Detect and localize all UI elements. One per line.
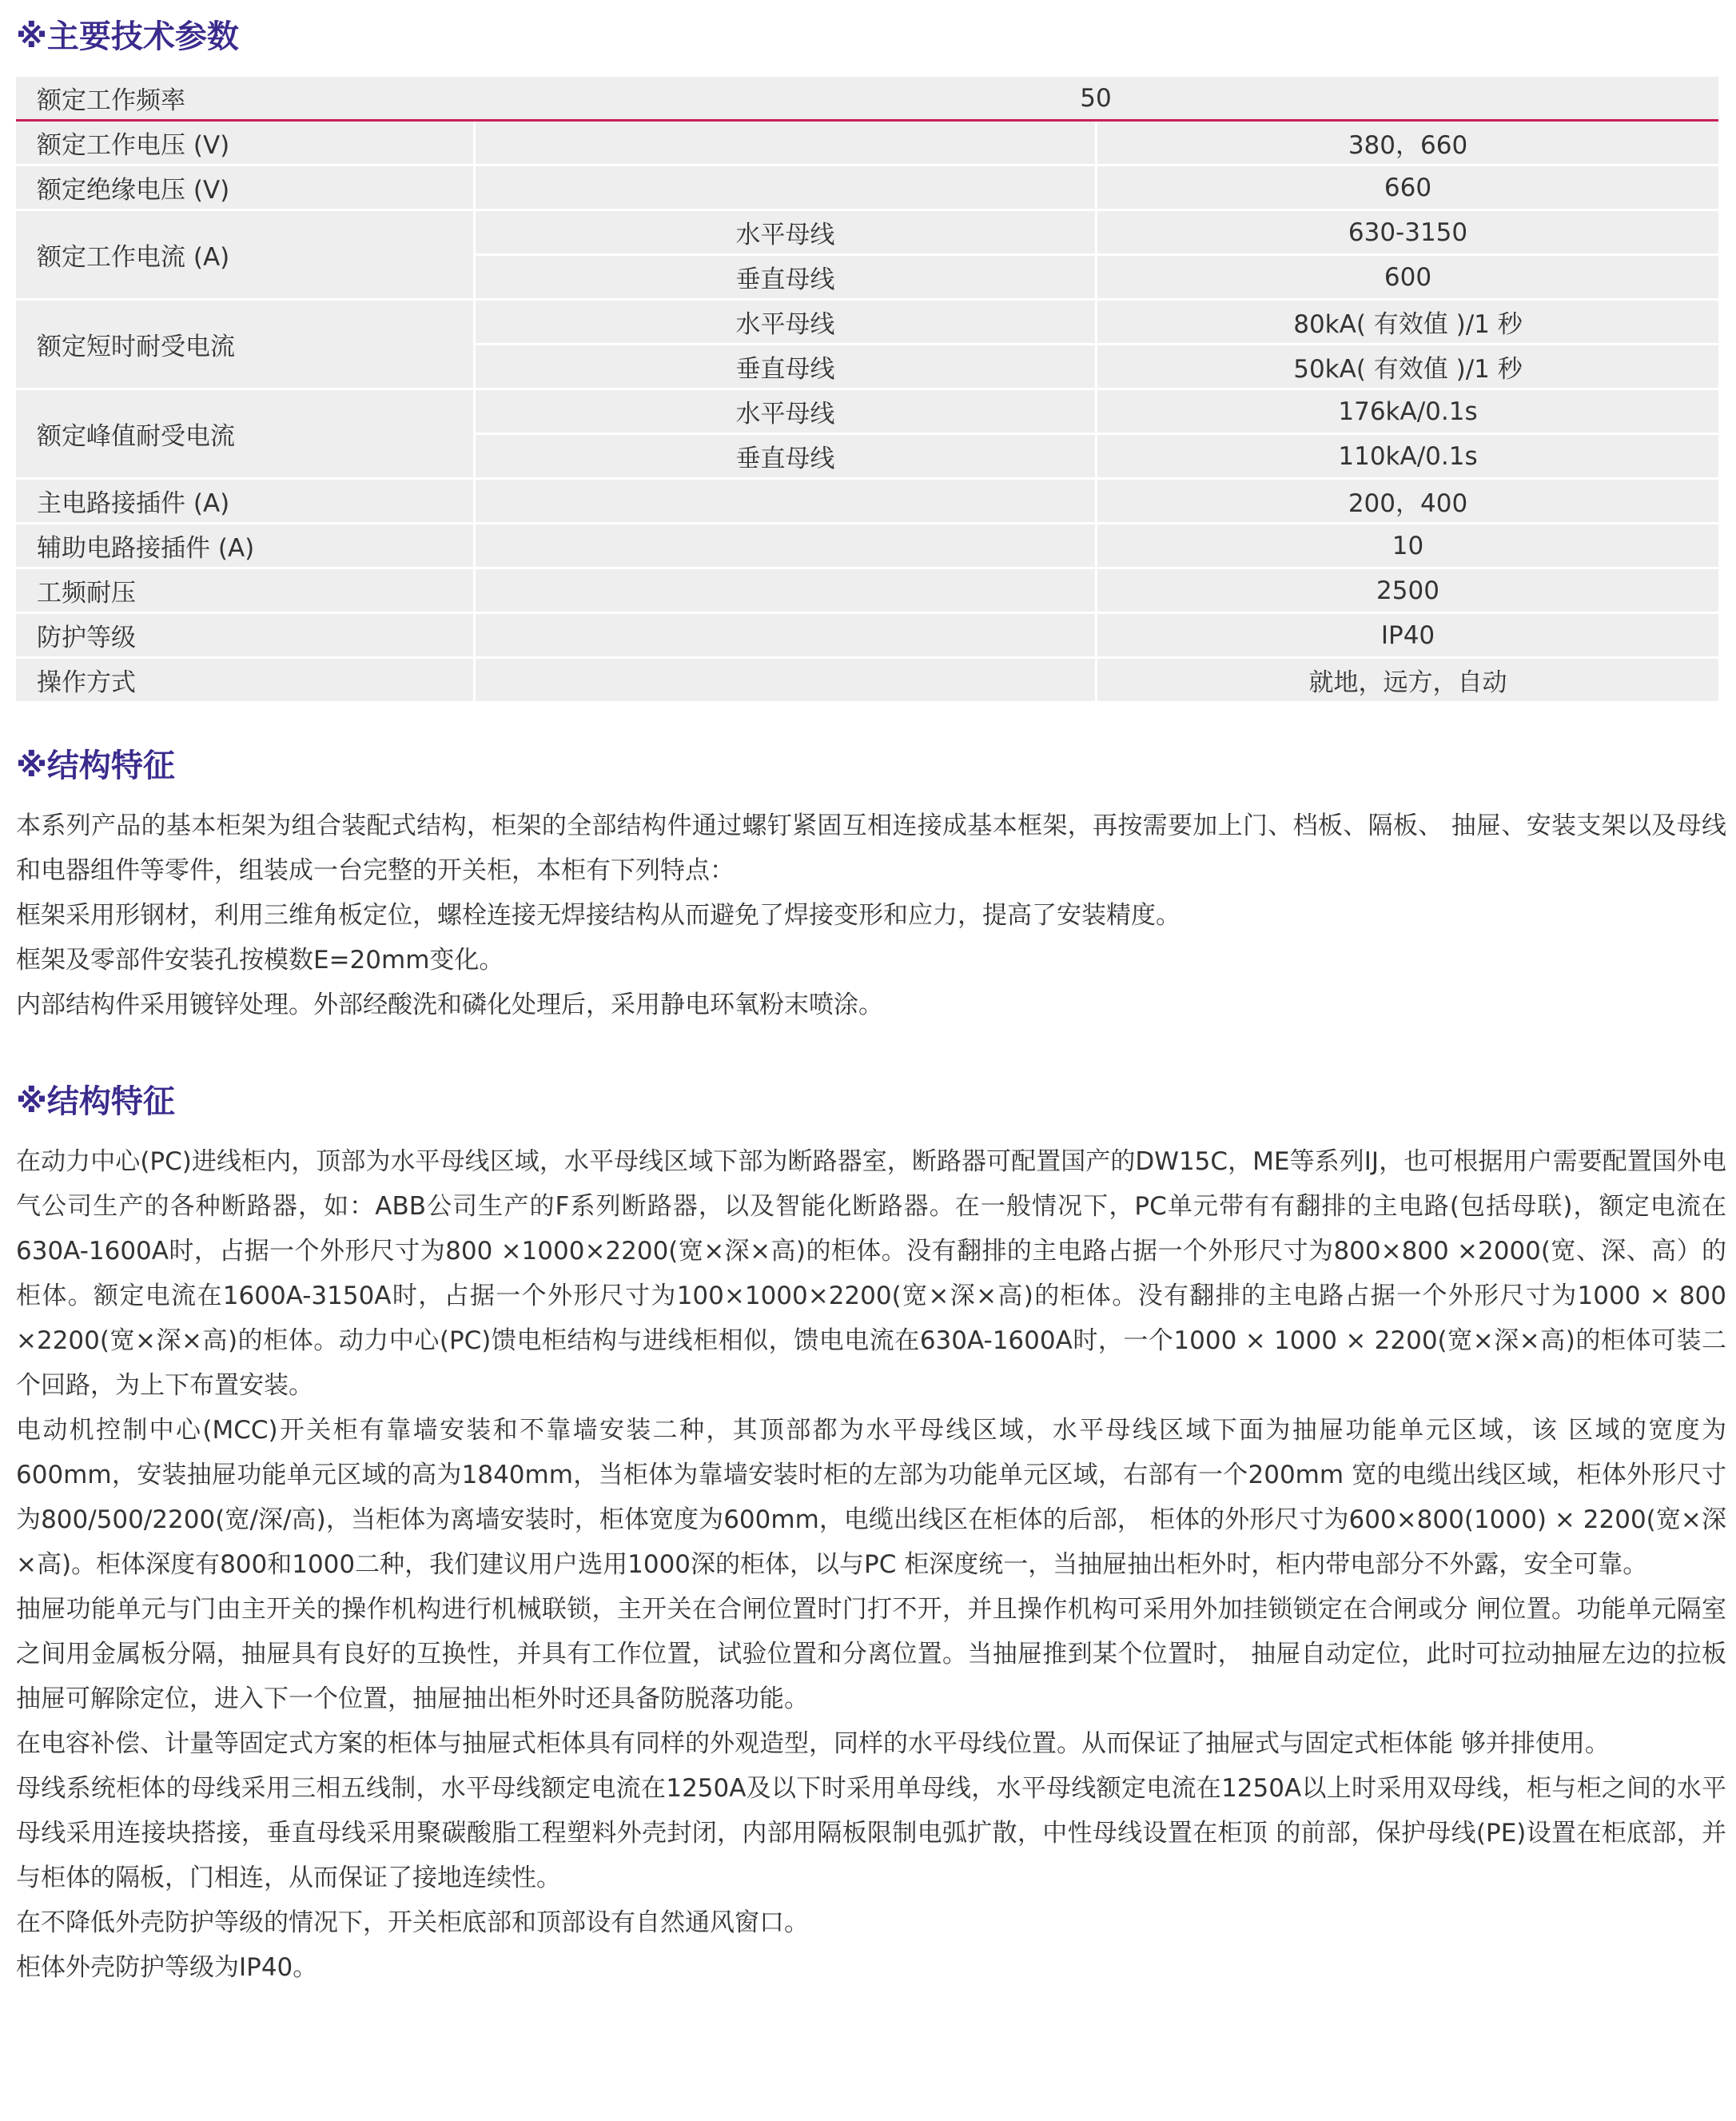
spec-value: 2500 — [1095, 569, 1718, 614]
spec-sub: 垂直母线 — [473, 256, 1095, 301]
spec-value: 80kA( 有效值 )/1 秒 — [1095, 301, 1718, 345]
table-row — [16, 166, 1718, 211]
spec-label: 额定峰值耐受电流 — [16, 390, 473, 480]
table-row — [16, 301, 1718, 345]
spec-label: 额定短时耐受电流 — [16, 301, 473, 390]
structure-paragraphs — [16, 803, 1726, 1027]
spec-sub: 水平母线 — [473, 211, 1095, 256]
specs-heading: ※主要技术参数 — [16, 18, 239, 55]
spec-label: 防护等级 — [16, 614, 473, 659]
paragraph: 内部结构件采用镀锌处理。外部经酸洗和磷化处理后，采用静电环氧粉末喷涂。 — [16, 991, 883, 1019]
structure-paragraphs-2 — [16, 1139, 1726, 1990]
spec-value: 200，400 — [1095, 480, 1718, 524]
spec-value: 630-3150 — [1095, 211, 1718, 256]
spec-value: IP40 — [1095, 614, 1718, 659]
table-row — [16, 390, 1718, 435]
spec-sub-empty — [473, 166, 1095, 211]
table-row — [16, 122, 1718, 166]
structure-heading: ※结构特征 — [16, 748, 175, 784]
spec-sub: 水平母线 — [473, 301, 1095, 345]
spec-value: 10 — [1095, 524, 1718, 569]
spec-label: 主电路接插件 (A) — [16, 480, 473, 524]
paragraph: 抽屉功能单元与门由主开关的操作机构进行机械联锁，主开关在合闸位置时门打不开，并且操作机构可采用外加挂锁锁定在合闸或分 闸位置。功能单元隔室之间用金属板分隔，抽屉具有良好的互换性，并具有工作位置，试验位置和分离位置。当抽屉推到某个位置时， 抽屉自动定位，此时可拉动抽屉左边的拉板抽屉可解除定位，进入下一个位置，抽屉抽出柜外时还具备防脱落功能。 — [16, 1595, 1726, 1713]
spec-sub-empty — [473, 122, 1095, 166]
spec-value: 50 — [473, 77, 1718, 122]
spec-label: 额定工作频率 — [16, 77, 473, 122]
spec-sub-empty — [473, 524, 1095, 569]
table-row — [16, 614, 1718, 659]
spec-value: 110kA/0.1s — [1095, 435, 1718, 480]
spec-value: 660 — [1095, 166, 1718, 211]
spec-label: 工频耐压 — [16, 569, 473, 614]
spec-label: 额定工作电流 (A) — [16, 211, 473, 301]
paragraph: 在动力中心(PC)进线柜内，顶部为水平母线区域，水平母线区域下部为断路器室，断路器可配置国产的DW15C，ME等系列IJ，也可根据用户需要配置国外电气公司生产的各种断路器，如：ABB公司生产的F系列断路器，以及智能化断路器。在一般情况下，PC单元带有有翻排的主电路(包括母联)，额定电流在630A-1600A时，占据一个外形尺寸为800 ×1000×2200(宽×深×高)的柜体。没有翻排的主电路占据一个外形尺寸为800×800 ×2000(宽、深、高）的柜体。额定电流在1600A-3150A时，占据一个外形尺寸为100×1000×2200(宽×深×高)的柜体。没有翻排的主电路占据一个外形尺寸为1000 × 800 ×2200(宽×深×高)的柜体。动力中心(PC)馈电柜结构与进线柜相似，馈电电流在630A-1600A时，一个1000 × 1000 × 2200(宽×深×高)的柜体可装二个回路，为上下布置安装。 — [16, 1147, 1726, 1400]
spec-value: 380，660 — [1095, 122, 1718, 166]
table-row — [16, 77, 1718, 122]
paragraph: 在不降低外壳防护等级的情况下，开关柜底部和顶部设有自然通风窗口。 — [16, 1908, 809, 1937]
structure-heading-2: ※结构特征 — [16, 1083, 175, 1120]
paragraph: 柜体外壳防护等级为IP40。 — [16, 1953, 318, 1982]
spec-sub-empty — [473, 659, 1095, 704]
paragraph: 在电容补偿、计量等固定式方案的柜体与抽屉式柜体具有同样的外观造型，同样的水平母线位置。从而保证了抽屉式与固定式柜体能 够并排使用。 — [16, 1729, 1610, 1758]
paragraph: 母线系统柜体的母线采用三相五线制，水平母线额定电流在1250A及以下时采用单母线，水平母线额定电流在1250A以上时采用双母线，柜与柜之间的水平母线采用连接块搭接，垂直母线采用聚碳酸脂工程塑料外壳封闭，内部用隔板限制电弧扩散，中性母线设置在柜顶 的前部，保护母线(PE)设置在柜底部，并与柜体的隔板，门相连，从而保证了接地连续性。 — [16, 1774, 1726, 1892]
spec-sub-empty — [473, 480, 1095, 524]
spec-sub: 垂直母线 — [473, 345, 1095, 390]
spec-sub: 垂直母线 — [473, 435, 1095, 480]
spec-value: 600 — [1095, 256, 1718, 301]
spec-sub-empty — [473, 614, 1095, 659]
spec-value: 176kA/0.1s — [1095, 390, 1718, 435]
table-row — [16, 480, 1718, 524]
table-row — [16, 524, 1718, 569]
spec-table — [16, 77, 1718, 704]
spec-sub: 水平母线 — [473, 390, 1095, 435]
paragraph: 框架及零部件安装孔按模数E=20mm变化。 — [16, 946, 504, 975]
paragraph: 框架采用形钢材，利用三维角板定位，螺栓连接无焊接结构从而避免了焊接变形和应力，提高了安装精度。 — [16, 901, 1181, 930]
paragraph: 本系列产品的基本柜架为组合装配式结构，柜架的全部结构件通过螺钉紧固互相连接成基本框架，再按需要加上门、档板、隔板、 抽屉、安装支架以及母线和电器组件等零件，组装成一台完整的开关柜，本柜有下列特点： — [16, 811, 1726, 885]
spec-label: 操作方式 — [16, 659, 473, 704]
spec-sub-empty — [473, 569, 1095, 614]
spec-value: 50kA( 有效值 )/1 秒 — [1095, 345, 1718, 390]
spec-label: 辅助电路接插件 (A) — [16, 524, 473, 569]
table-row — [16, 659, 1718, 704]
spec-value: 就地，远方，自动 — [1095, 659, 1718, 704]
paragraph: 电动机控制中心(MCC)开关柜有靠墙安装和不靠墙安装二种，其顶部都为水平母线区域，水平母线区域下面为抽屉功能单元区域，该 区域的宽度为600mm，安装抽屉功能单元区域的高为1840mm，当柜体为靠墙安装时柜的左部为功能单元区域，右部有一个200mm 宽的电缆出线区域，柜体外形尺寸为800/500/2200(宽/深/高)，当柜体为离墙安装时，柜体宽度为600mm，电缆出线区在柜体的后部， 柜体的外形尺寸为600×800(1000) × 2200(宽×深×高)。柜体深度有800和1000二种，我们建议用户选用1000深的柜体，以与PC 柜深度统一，当抽屉抽出柜外时，柜内带电部分不外露，安全可靠。 — [16, 1416, 1726, 1579]
table-row — [16, 211, 1718, 256]
table-row — [16, 569, 1718, 614]
spec-label: 额定绝缘电压 (V) — [16, 166, 473, 211]
spec-label: 额定工作电压 (V) — [16, 122, 473, 166]
